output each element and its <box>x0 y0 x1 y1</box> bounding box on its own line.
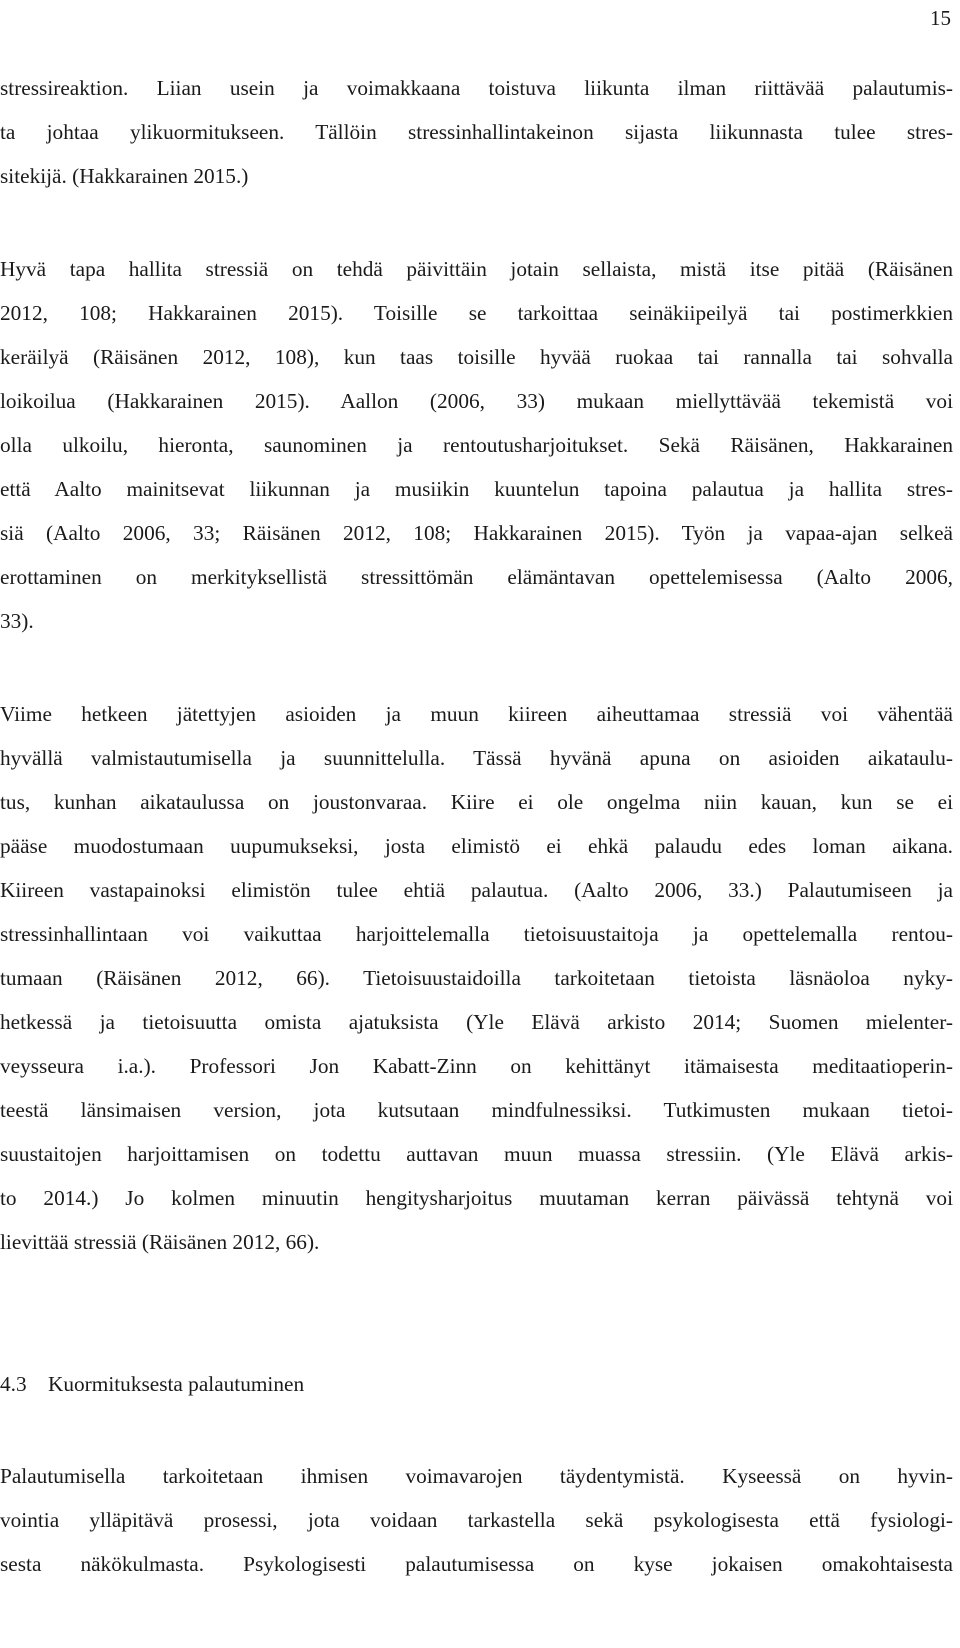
text-line: että Aalto mainitsevat liikunnan ja musiikin kuuntelun tapoina palautua ja hallita stres- <box>0 477 953 501</box>
text-line: sesta näkökulmasta. Psykologisesti palautumisessa on kyse jokaisen omakohtaisesta <box>0 1552 953 1576</box>
section-number: 4.3 <box>0 1372 27 1396</box>
text-line: ta johtaa ylikuormitukseen. Tällöin stressinhallintakeinon sijasta liikunnasta tulee stres- <box>0 120 953 144</box>
text-line: stressireaktion. Liian usein ja voimakkaana toistuva liikunta ilman riittävää palautumis- <box>0 76 953 100</box>
text-line: olla ulkoilu, hieronta, saunominen ja rentoutusharjoitukset. Sekä Räisänen, Hakkarainen <box>0 433 953 457</box>
text-line: keräilyä (Räisänen 2012, 108), kun taas toisille hyvää ruokaa tai rannalla tai sohvalla <box>0 345 953 369</box>
text-line: vointia ylläpitävä prosessi, jota voidaan tarkastella sekä psykologisesta että fysiologi- <box>0 1508 953 1532</box>
text-line: Viime hetkeen jätettyjen asioiden ja muun kiireen aiheuttamaa stressiä voi vähentää <box>0 702 953 726</box>
text-line: Hyvä tapa hallita stressiä on tehdä päivittäin jotain sellaista, mistä itse pitää (Räisänen <box>0 257 953 281</box>
text-line: lievittää stressiä (Räisänen 2012, 66). <box>0 1230 320 1254</box>
text-line: Palautumisella tarkoitetaan ihmisen voimavarojen täydentymistä. Kyseessä on hyvin- <box>0 1464 953 1488</box>
text-line: 2012, 108; Hakkarainen 2015). Toisille se tarkoittaa seinäkiipeilyä tai postimerkkien <box>0 301 953 325</box>
text-line: Kiireen vastapainoksi elimistön tulee ehtiä palautua. (Aalto 2006, 33.) Palautumiseen ja <box>0 878 953 902</box>
text-line: veysseura i.a.). Professori Jon Kabatt-Zinn on kehittänyt itämaisesta meditaatioperin- <box>0 1054 953 1078</box>
page-number: 15 <box>930 6 951 30</box>
text-line: hetkessä ja tietoisuutta omista ajatuksista (Yle Elävä arkisto 2014; Suomen mielenter- <box>0 1010 953 1034</box>
section-heading <box>0 1370 304 1398</box>
text-line: erottaminen on merkityksellistä stressittömän elämäntavan opettelemisessa (Aalto 2006, <box>0 565 953 589</box>
section-title: Kuormituksesta palautuminen <box>48 1372 305 1396</box>
text-line: stressinhallintaan voi vaikuttaa harjoittelemalla tietoisuustaitoja ja opettelemalla rentou- <box>0 922 953 946</box>
text-line: teestä länsimaisen version, jota kutsutaan mindfulnessiksi. Tutkimusten mukaan tietoi- <box>0 1098 953 1122</box>
text-line: suustaitojen harjoittamisen on todettu auttavan muun muassa stressiin. (Yle Elävä arkis- <box>0 1142 953 1166</box>
text-line: tus, kunhan aikataulussa on joustonvaraa. Kiire ei ole ongelma niin kauan, kun se ei <box>0 790 953 814</box>
text-line: to 2014.) Jo kolmen minuutin hengitysharjoitus muutaman kerran päivässä tehtynä voi <box>0 1186 953 1210</box>
text-line: hyvällä valmistautumisella ja suunnittelulla. Tässä hyvänä apuna on asioiden aikataulu- <box>0 746 953 770</box>
text-line: tumaan (Räisänen 2012, 66). Tietoisuustaidoilla tarkoitetaan tietoista läsnäoloa nyky- <box>0 966 953 990</box>
text-line: 33). <box>0 609 34 633</box>
text-line: sitekijä. (Hakkarainen 2015.) <box>0 164 249 188</box>
text-line: pääse muodostumaan uupumukseksi, josta elimistö ei ehkä palaudu edes loman aikana. <box>0 834 953 858</box>
text-line: siä (Aalto 2006, 33; Räisänen 2012, 108; Hakkarainen 2015). Työn ja vapaa-ajan selkeä <box>0 521 953 545</box>
text-line: loikoilua (Hakkarainen 2015). Aallon (2006, 33) mukaan miellyttävää tekemistä voi <box>0 389 953 413</box>
